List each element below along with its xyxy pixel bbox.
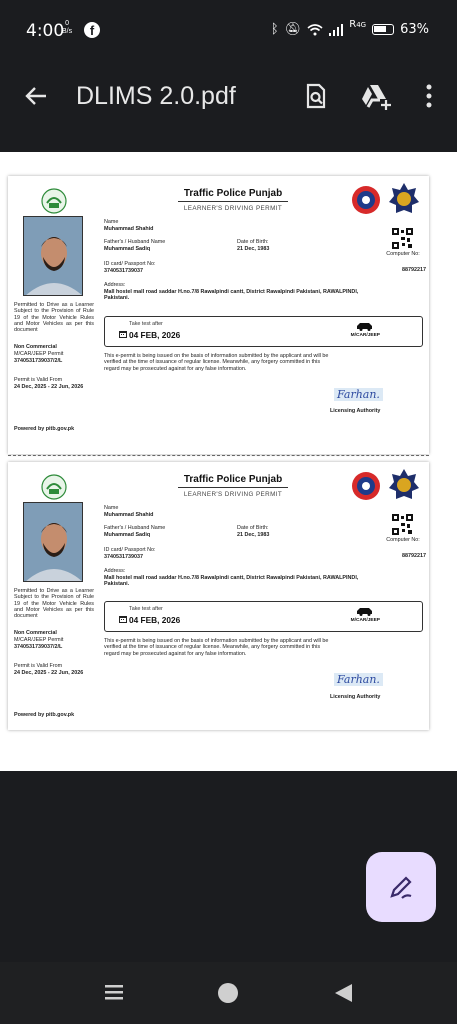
bluetooth-icon: ᛒ — [270, 22, 279, 37]
name-label: Name — [104, 219, 119, 225]
powered-by: Powered by pitb.gov.pk — [14, 712, 75, 718]
permit-type: M/CAR/JEEP Permit — [14, 637, 64, 643]
applicant-name: Muhammad Shahid — [104, 226, 154, 232]
traffic-police-badge-icon — [388, 182, 420, 218]
valid-label: Permit is Valid From — [14, 377, 63, 383]
header-underline — [178, 487, 288, 488]
punjab-emblem-icon — [41, 474, 67, 500]
father-name: Muhammad Sadiq — [104, 532, 151, 538]
calendar-icon — [119, 615, 127, 623]
father-label: Father's / Husband Name — [104, 525, 166, 531]
signature: Farhan. — [334, 388, 383, 401]
valid-label: Permit is Valid From — [14, 663, 63, 669]
dob-label: Date of Birth: — [237, 239, 269, 245]
permit-number: 3740531739037/2/L — [14, 644, 63, 650]
id-label: ID card/ Passport No: — [104, 261, 156, 267]
valid-range: 24 Dec, 2025 - 22 Jun, 2026 — [14, 670, 84, 676]
police-logo-icon — [351, 471, 381, 501]
document-title: DLIMS 2.0.pdf — [76, 82, 236, 110]
header-title: Traffic Police Punjab — [183, 188, 283, 199]
name-label: Name — [104, 505, 119, 511]
applicant-name: Muhammad Shahid — [104, 512, 154, 518]
mute-icon: 🔕︎ — [284, 22, 302, 37]
app-toolbar — [0, 60, 457, 132]
pen-edit-icon — [388, 874, 414, 900]
notice-text: This e-permit is being issued on the basis of information submitted by the applicant and will be verified at the time of issuance of regular license. Meanwhile, any forgery committed in this regard may be prosecuted against for any false information. — [104, 638, 329, 657]
status-icons — [270, 19, 429, 37]
address-label: Address: — [104, 282, 126, 288]
recent-apps-icon[interactable] — [104, 982, 124, 1002]
permit-type: M/CAR/JEEP Permit — [14, 351, 64, 357]
take-test-box — [104, 601, 423, 632]
permitted-text: Permitted to Drive as a Learner Subject to the Provision of Rule 19 of the Motor Vehicle Rules and Motor Vehicles as per this document — [14, 588, 94, 620]
back-icon[interactable] — [332, 982, 354, 1004]
notice-text: This e-permit is being issued on the basis of information submitted by the applicant and will be verified at the time of issuance of regular license. Meanwhile, any forgery committed in this regard may be prosecuted against for any false information. — [104, 353, 329, 372]
computer-no: 88792217 — [402, 267, 426, 273]
back-arrow-icon[interactable] — [22, 82, 50, 110]
address: Mall hostel mall road saddar H.no.7/8 Rawalpindi cantt, District Rawalpindi Pakistani, RAWALPINDI, Pakistani. — [104, 289, 359, 302]
valid-range: 24 Dec, 2025 - 22 Jun, 2026 — [14, 384, 84, 390]
header-title: Traffic Police Punjab — [183, 474, 283, 485]
licensing-authority: Licensing Authority — [330, 694, 381, 700]
permitted-text: Permitted to Drive as a Learner Subject to the Provision of Rule 19 of the Motor Vehicle Rules and Motor Vehicles as per this document — [14, 302, 94, 334]
status-time: 4:00 — [26, 21, 65, 41]
traffic-police-badge-icon — [388, 468, 420, 504]
address: Mall hostel mall road saddar H.no.7/8 Rawalpindi cantt, District Rawalpindi Pakistani, RAWALPINDI, Pakistani. — [104, 575, 359, 588]
take-test-date: 04 FEB, 2026 — [129, 615, 181, 625]
category: Non Commercial — [14, 344, 57, 350]
more-options-icon[interactable] — [420, 82, 438, 110]
header-subtitle: LEARNER'S DRIVING PERMIT — [183, 205, 283, 212]
save-to-drive-icon[interactable] — [360, 82, 392, 110]
permit-number: 3740531739037/2/L — [14, 358, 63, 364]
header-subtitle: LEARNER'S DRIVING PERMIT — [183, 491, 283, 498]
id-number: 3740531739037 — [104, 268, 143, 274]
applicant-photo — [23, 502, 83, 582]
header-underline — [178, 201, 288, 202]
powered-by: Powered by pitb.gov.pk — [14, 426, 75, 432]
calendar-icon — [119, 330, 127, 338]
computer-no: 88792217 — [402, 553, 426, 559]
net-speed: 0 B/s — [62, 20, 73, 35]
licensing-authority: Licensing Authority — [330, 408, 381, 414]
system-navigation-bar — [0, 962, 457, 1024]
annotate-button[interactable] — [366, 852, 436, 922]
battery-percent: 63% — [400, 22, 429, 37]
car-icon — [356, 607, 374, 616]
permit-page-2 — [8, 462, 429, 730]
applicant-photo — [23, 216, 83, 296]
roaming-label: R — [349, 19, 357, 30]
take-test-label: Take test after — [129, 606, 163, 612]
take-test-box — [104, 316, 423, 347]
dob: 21 Dec, 1983 — [237, 532, 270, 538]
father-label: Father's / Husband Name — [104, 239, 166, 245]
find-in-document-icon[interactable] — [301, 82, 329, 110]
address-label: Address: — [104, 568, 126, 574]
network-type: 4G — [356, 21, 367, 29]
take-test-date: 04 FEB, 2026 — [129, 330, 181, 340]
status-bar — [0, 0, 457, 60]
signal-icon — [329, 24, 343, 36]
take-test-label: Take test after — [129, 321, 163, 327]
id-label: ID card/ Passport No: — [104, 547, 156, 553]
vehicle-class: M/CAR/JEEP — [350, 333, 380, 338]
dob-label: Date of Birth: — [237, 525, 269, 531]
category: Non Commercial — [14, 630, 57, 636]
car-icon — [356, 322, 374, 331]
qr-code-icon — [392, 514, 413, 535]
computer-no-label: Computer No: — [386, 251, 420, 257]
vehicle-class: M/CAR/JEEP — [350, 618, 380, 623]
facebook-icon: f — [84, 22, 100, 38]
home-icon[interactable] — [217, 982, 239, 1004]
battery-icon — [372, 24, 394, 35]
computer-no-label: Computer No: — [386, 537, 420, 543]
qr-code-icon — [392, 228, 413, 249]
signature: Farhan. — [334, 673, 383, 686]
wifi-icon — [307, 24, 323, 36]
permit-page-1 — [8, 176, 429, 454]
punjab-emblem-icon — [41, 188, 67, 214]
father-name: Muhammad Sadiq — [104, 246, 151, 252]
police-logo-icon — [351, 185, 381, 215]
id-number: 3740531739037 — [104, 554, 143, 560]
page-divider — [8, 455, 429, 456]
dob: 21 Dec, 1983 — [237, 246, 270, 252]
